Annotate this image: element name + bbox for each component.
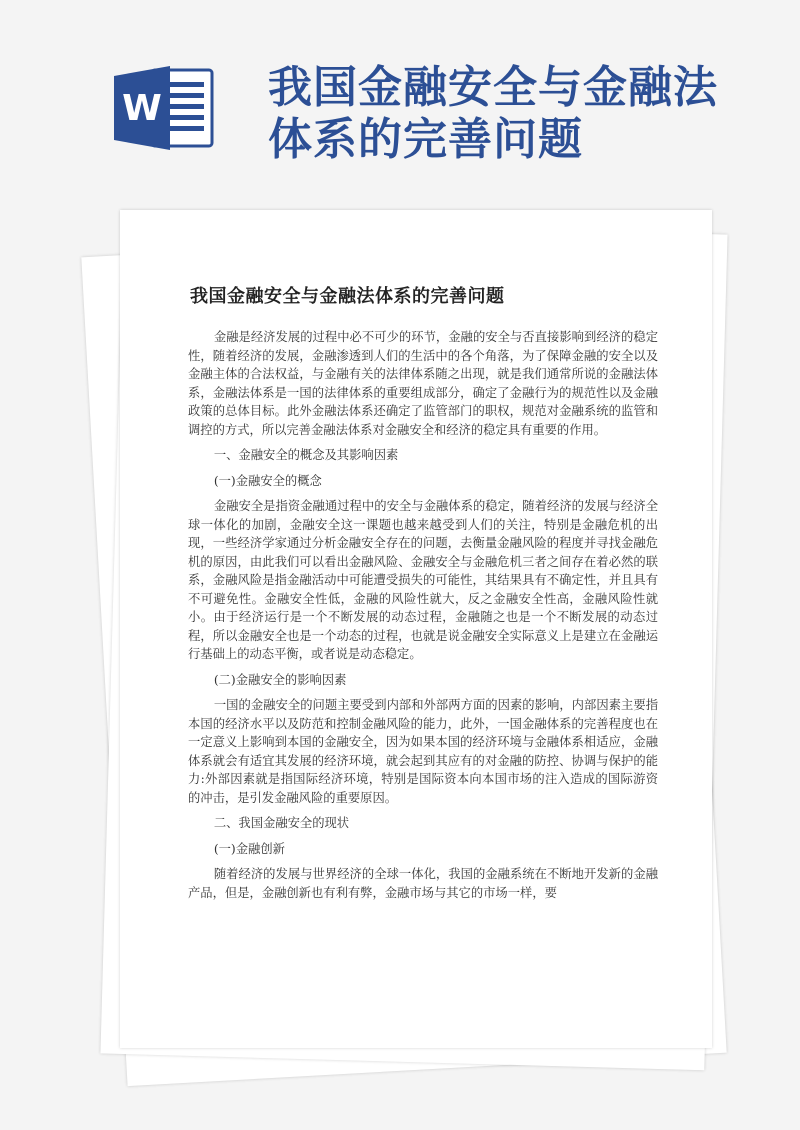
header-title-line1: 我国金融安全与金融法 [268,62,718,113]
subsection-heading: (二)金融安全的影响因素 [213,672,347,687]
word-document-icon [112,66,216,150]
header-title-line2: 体系的完善问题 [268,114,583,165]
header [0,0,800,200]
header-title [268,62,768,166]
document-page [120,210,712,1048]
intro-paragraph: 金融是经济发展的过程中必不可少的环节，金融的安全与否直接影响到经济的稳定性，随着经济的发展，金融渗透到人们的生活中的各个角落，为了保障金融的安全以及金融主体的合法权益，与金融有关的法律体系随之出现，就是我们通常所说的金融法体系，金融法体系是一国的法律体系的重要组成部分，确定了金融行为的规范性以及金融政策的总体目标。此外金融法体系还确定了监管部门的职权，规范对金融系统的监管和调控的方式，所以完善金融法体系对金融安全和经济的稳定具有重要的作用。 [188,330,658,437]
body-paragraph: 随着经济的发展与世界经济的全球一体化，我国的金融系统在不断地开发新的金融产品，但是，金融创新也有利有弊，金融市场与其它的市场一样，要 [188,867,658,900]
subsection-heading: (一)金融创新 [213,841,285,856]
svg-text:W: W [122,88,162,129]
section-heading: 一、金融安全的概念及其影响因素 [213,448,399,462]
document-title: 我国金融安全与金融法体系的完善问题 [190,286,505,307]
document-body [188,328,658,902]
body-paragraph: 金融安全是指资金融通过程中的安全与金融体系的稳定，随着经济的发展与经济全球一体化的加剧，金融安全这一课题也越来越受到人们的关注，特别是金融危机的出现，一些经济学家通过分析金融安全存在的问题，去衡量金融风险的程度并寻找金融危机的原因，由此我们可以看出金融风险、金融安全与金融危机三者之间存在着必然的联系，金融风险是指金融活动中可能遭受损失的可能性，其结果具有不确定性，并且具有不可避免性。金融安全性低，金融的风险性就大，反之金融安全性高，金融风险性就小。由于经济运行是一个不断发展的动态过程，金融随之也是一个不断发展的动态过程，所以金融安全也是一个动态的过程，也就是说金融安全实际意义上是建立在金融运行基础上的动态平衡，或者说是动态稳定。 [188,499,658,661]
body-paragraph: 一国的金融安全的问题主要受到内部和外部两方面的因素的影响，内部因素主要指本国的经济水平以及防范和控制金融风险的能力，此外，一国金融体系的完善程度也在一定意义上影响到本国的金融安全，因为如果本国的经济环境与金融体系相适应，金融体系就会有适宜其发展的经济环境，就会起到其应有的对金融的防控、协调与保护的能力:外部因素就是指国际经济环境，特别是国际资本向本国市场的注入造成的国际游资的冲击，是引发金融风险的重要原因。 [188,698,658,805]
subsection-heading: (一)金融安全的概念 [213,473,322,488]
section-heading: 二、我国金融安全的现状 [213,816,350,830]
